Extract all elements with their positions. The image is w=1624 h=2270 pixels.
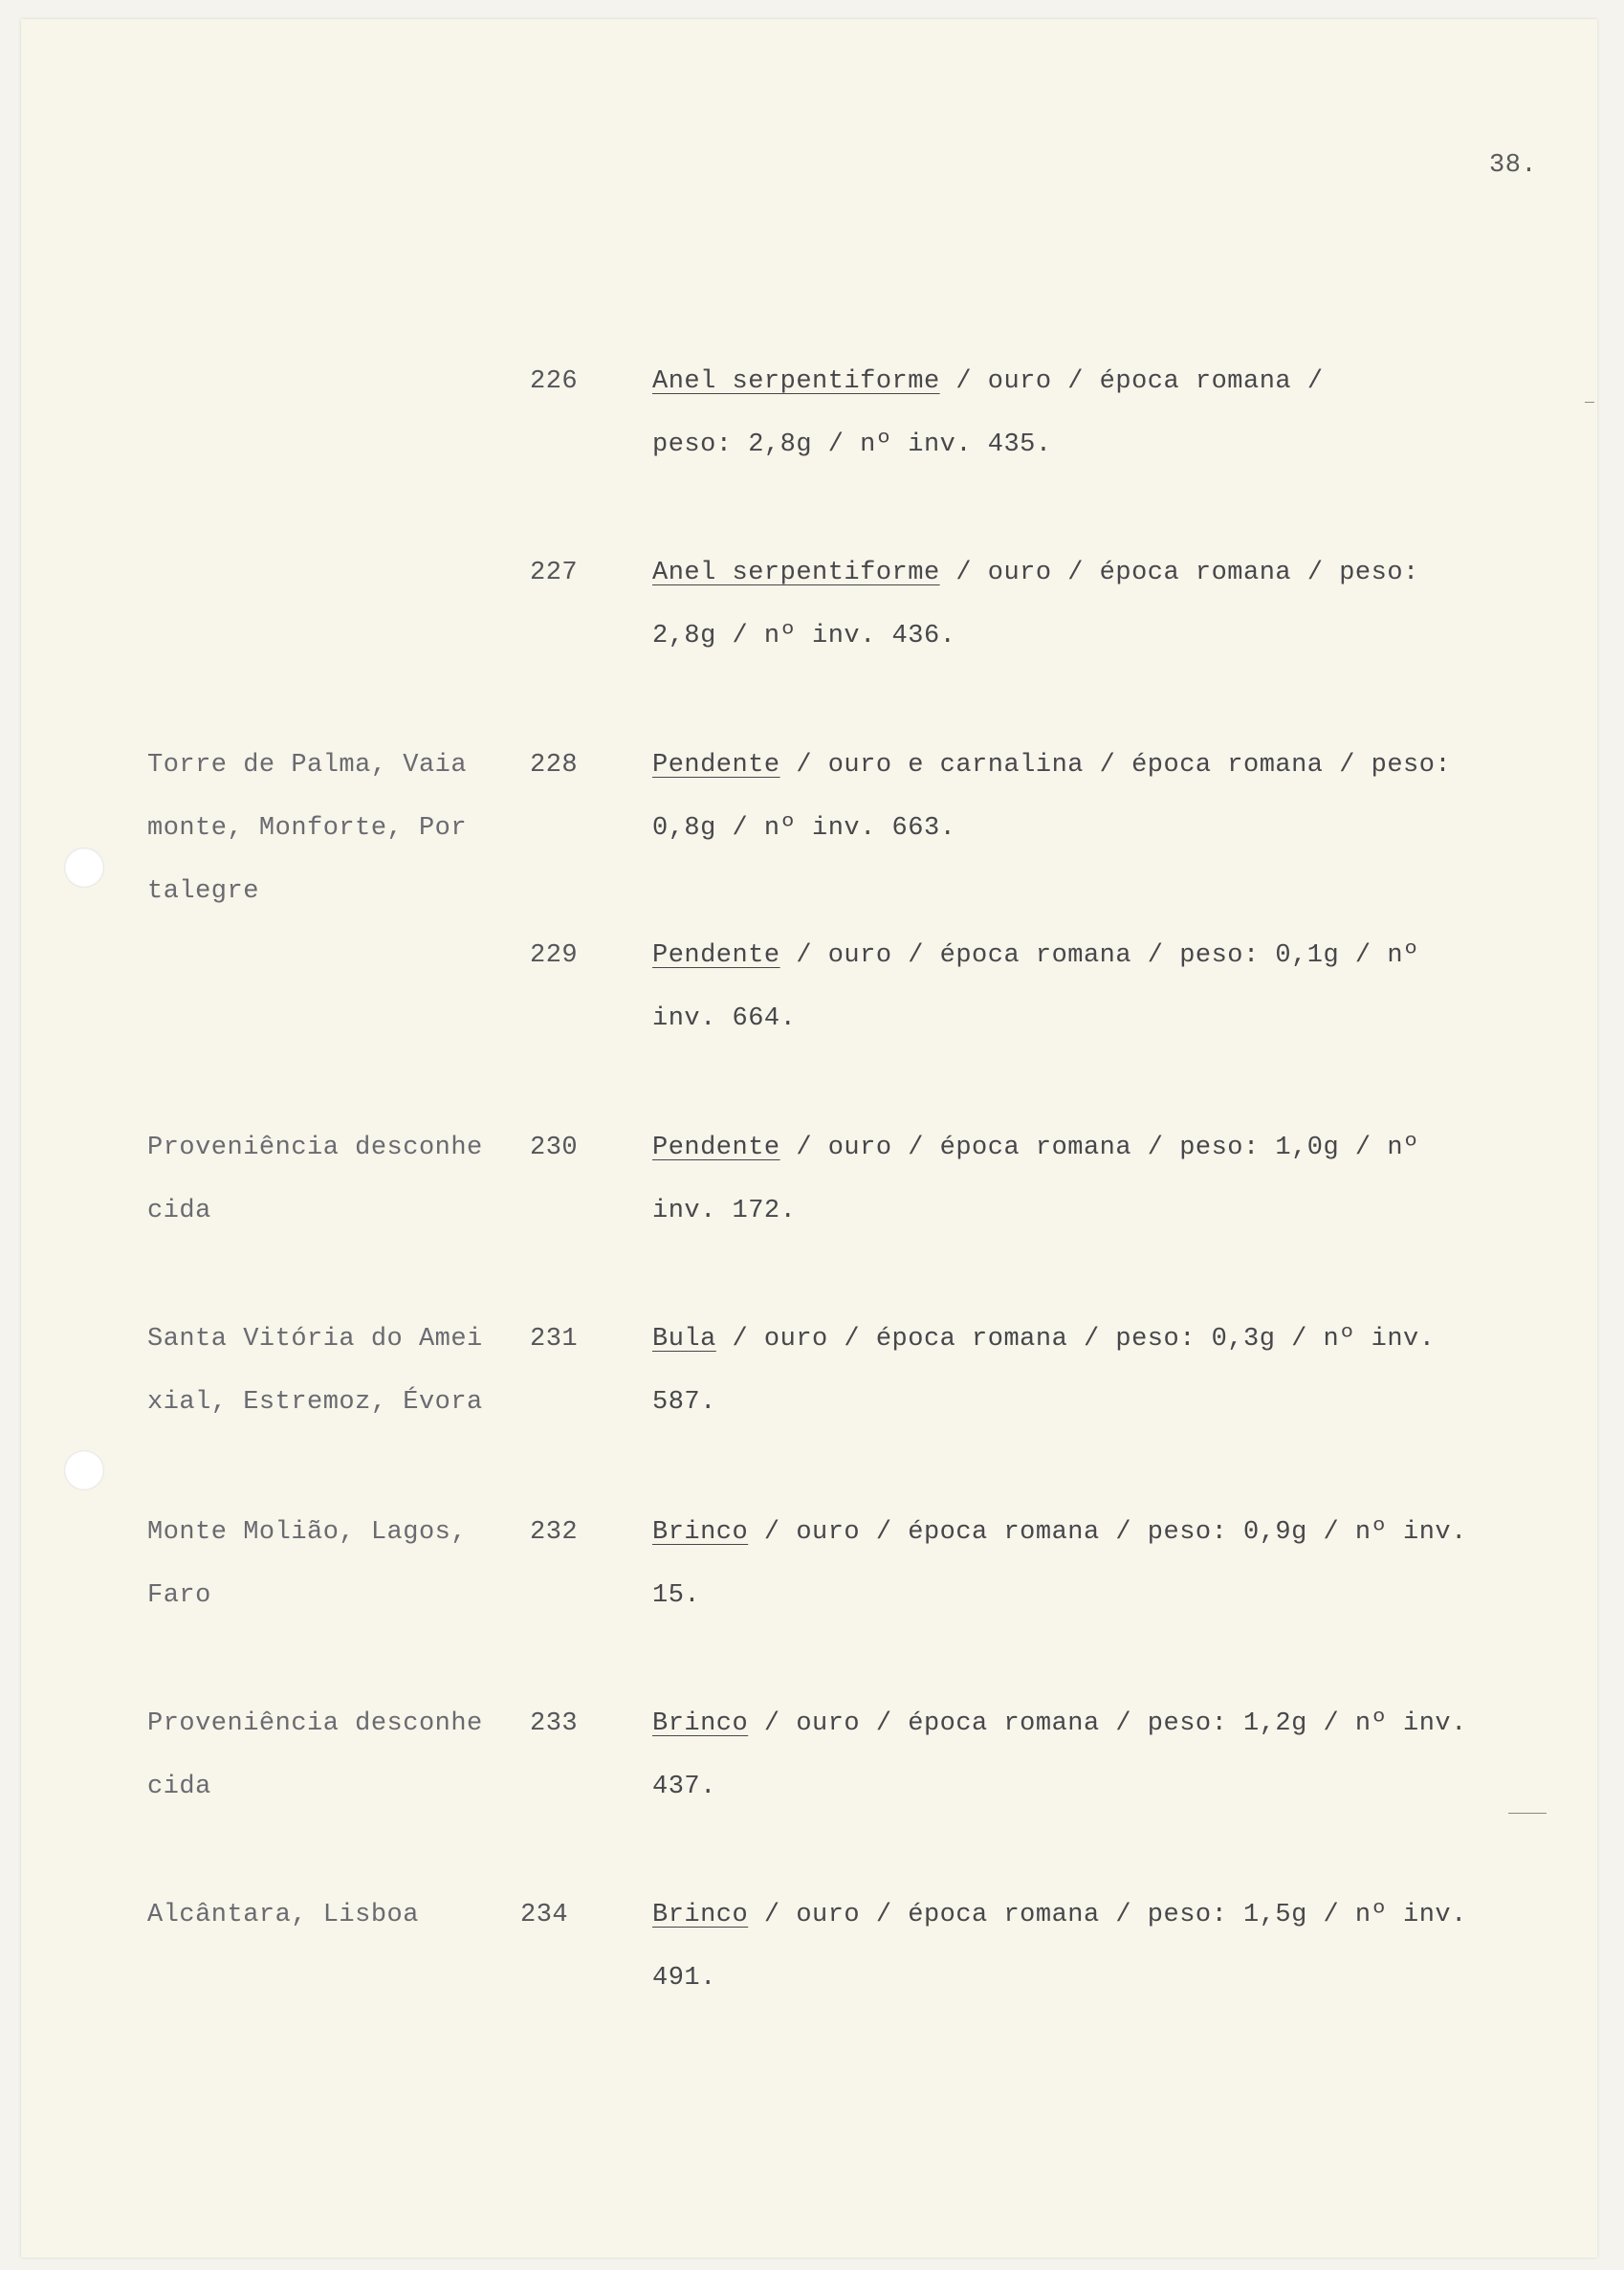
entry-description-line2: 587. — [652, 1388, 716, 1417]
punch-hole — [64, 848, 104, 888]
entry-number: 234 — [520, 1901, 569, 1929]
object-name: Pendente — [652, 941, 780, 970]
entry-description-line1 — [652, 1708, 1467, 1740]
punch-hole — [64, 1450, 104, 1490]
entry-description-line2: 2,8g / nº inv. 436. — [652, 622, 956, 650]
provenance-line: Alcântara, Lisboa — [147, 1901, 419, 1929]
object-name: Brinco — [652, 1709, 749, 1738]
entry-description-line1 — [652, 749, 1451, 782]
provenance-line: Proveniência desconhe — [147, 1134, 483, 1162]
entry-description-line1 — [652, 557, 1419, 589]
description-text: / ouro / época romana / peso: 0,3g / nº inv. — [715, 1325, 1436, 1354]
provenance-line: Proveniência desconhe — [147, 1709, 483, 1738]
object-name: Anel serpentiforme — [652, 559, 940, 587]
provenance-line: Santa Vitória do Amei — [147, 1325, 483, 1354]
object-name: Brinco — [652, 1518, 749, 1547]
entry-description-line1 — [652, 1132, 1419, 1164]
entry-description-line2: inv. 664. — [652, 1004, 797, 1033]
entry-description-line2: inv. 172. — [652, 1197, 797, 1225]
description-text: / ouro / época romana / — [939, 367, 1324, 396]
provenance-line: cida — [147, 1197, 211, 1225]
provenance-line: xial, Estremoz, Évora — [147, 1388, 483, 1417]
object-name: Brinco — [652, 1901, 749, 1929]
entry-number: 227 — [530, 559, 579, 587]
description-text: / ouro e carnalina / época romana / peso: — [779, 751, 1452, 780]
object-name: Pendente — [652, 1134, 780, 1162]
entry-description-line1 — [652, 939, 1419, 972]
object-name: Pendente — [652, 751, 780, 780]
description-text: / ouro / época romana / peso: 1,2g / nº inv. — [748, 1709, 1467, 1738]
entry-description-line2: 15. — [652, 1581, 701, 1610]
scan-mark — [1508, 1813, 1547, 1814]
entry-description-line1 — [652, 1899, 1467, 1931]
entry-description-line1 — [652, 1323, 1435, 1355]
entry-number: 230 — [530, 1134, 579, 1162]
description-text: / ouro / época romana / peso: 1,0g / nº — [779, 1134, 1419, 1162]
entry-description-line2: 437. — [652, 1773, 716, 1801]
entry-number: 229 — [530, 941, 579, 970]
provenance-line: talegre — [147, 877, 259, 906]
provenance-line: cida — [147, 1773, 211, 1801]
entry-number: 232 — [530, 1518, 579, 1547]
entry-description-line2: peso: 2,8g / nº inv. 435. — [652, 430, 1052, 459]
provenance-line: Monte Molião, Lagos, — [147, 1518, 468, 1547]
entry-number: 228 — [530, 751, 579, 780]
provenance-line: monte, Monforte, Por — [147, 814, 468, 843]
object-name: Anel serpentiforme — [652, 367, 940, 396]
provenance-line: Torre de Palma, Vaia — [147, 751, 468, 780]
scan-mark — [1585, 402, 1594, 403]
entry-description-line2: 0,8g / nº inv. 663. — [652, 814, 956, 843]
entry-description-line1 — [652, 1516, 1467, 1549]
description-text: / ouro / época romana / peso: — [939, 559, 1419, 587]
provenance-line: Faro — [147, 1581, 211, 1610]
description-text: / ouro / época romana / peso: 0,1g / nº — [779, 941, 1419, 970]
object-name: Bula — [652, 1325, 716, 1354]
document-page — [21, 19, 1597, 2258]
description-text: / ouro / época romana / peso: 0,9g / nº inv. — [748, 1518, 1467, 1547]
entry-description-line2: 491. — [652, 1964, 716, 1993]
entry-number: 233 — [530, 1709, 579, 1738]
entry-number: 231 — [530, 1325, 579, 1354]
entry-description-line1 — [652, 365, 1324, 398]
page-number: 38. — [1489, 151, 1538, 180]
entry-number: 226 — [530, 367, 579, 396]
description-text: / ouro / época romana / peso: 1,5g / nº inv. — [748, 1901, 1467, 1929]
